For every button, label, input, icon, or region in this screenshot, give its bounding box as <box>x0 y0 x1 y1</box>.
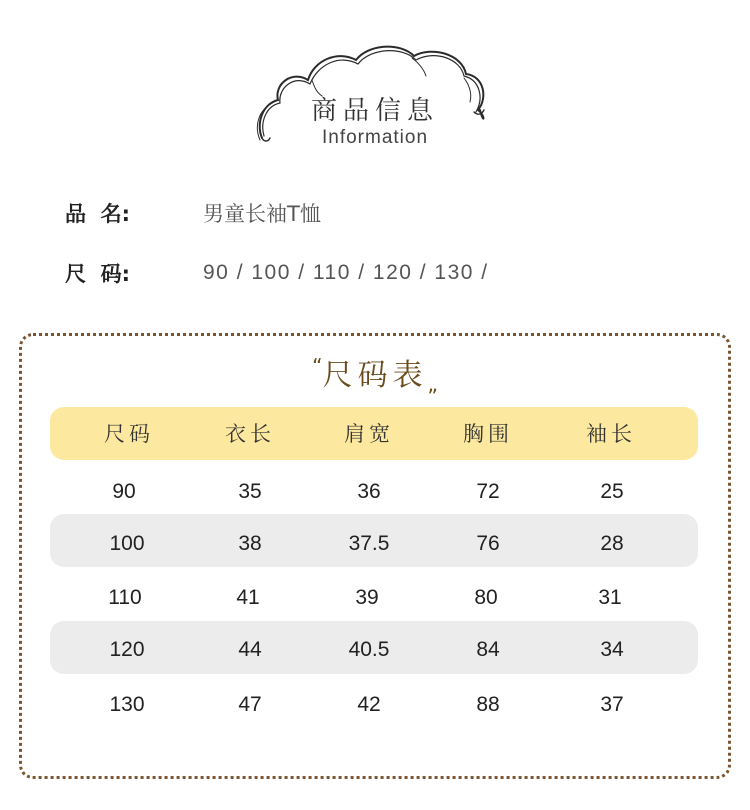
section-subtitle: Information <box>321 127 429 148</box>
table-cell: 80 <box>474 586 498 609</box>
table-cell: 84 <box>476 638 500 661</box>
table-cell: 72 <box>476 480 500 503</box>
size-chart-title <box>0 350 750 396</box>
table-cell: 39 <box>355 586 379 609</box>
table-cell: 44 <box>238 638 262 661</box>
table-cell: 42 <box>357 693 381 716</box>
table-cell: 110 <box>108 586 142 609</box>
table-cell: 88 <box>476 693 500 716</box>
close-quote: „ <box>427 372 438 396</box>
table-cell: 40.5 <box>348 638 390 661</box>
table-cell: 120 <box>109 638 145 661</box>
table-cell: 41 <box>236 586 260 609</box>
product-name-label: 品 名: <box>65 202 131 226</box>
table-cell: 35 <box>238 480 262 503</box>
column-header-shoulder: 肩宽 <box>344 422 394 446</box>
table-cell: 100 <box>109 532 145 555</box>
product-size-value: 90 / 100 / 110 / 120 / 130 / <box>203 261 489 284</box>
table-cell: 47 <box>238 693 262 716</box>
table-cell: 38 <box>238 532 262 555</box>
product-size-label: 尺 码: <box>65 262 131 286</box>
table-cell: 25 <box>600 480 624 503</box>
product-name-value: 男童长袖T恤 <box>203 202 321 226</box>
product-size-row <box>65 258 489 288</box>
table-cell: 130 <box>109 693 145 716</box>
table-cell: 76 <box>476 532 500 555</box>
table-cell: 31 <box>598 586 622 609</box>
table-cell: 37.5 <box>348 532 390 555</box>
column-header-sleeve: 袖长 <box>586 422 636 446</box>
open-quote: “ <box>312 354 323 378</box>
column-header-size: 尺码 <box>104 422 154 446</box>
table-cell: 90 <box>112 480 136 503</box>
size-chart-title-text: 尺码表 <box>322 358 428 393</box>
section-title: 商品信息 <box>310 96 439 126</box>
table-cell: 36 <box>357 480 381 503</box>
column-header-chest: 胸围 <box>463 422 513 446</box>
column-header-length: 衣长 <box>225 422 275 446</box>
table-cell: 28 <box>600 532 624 555</box>
table-cell: 37 <box>600 693 624 716</box>
product-name-row <box>65 198 321 228</box>
table-cell: 34 <box>600 638 624 661</box>
